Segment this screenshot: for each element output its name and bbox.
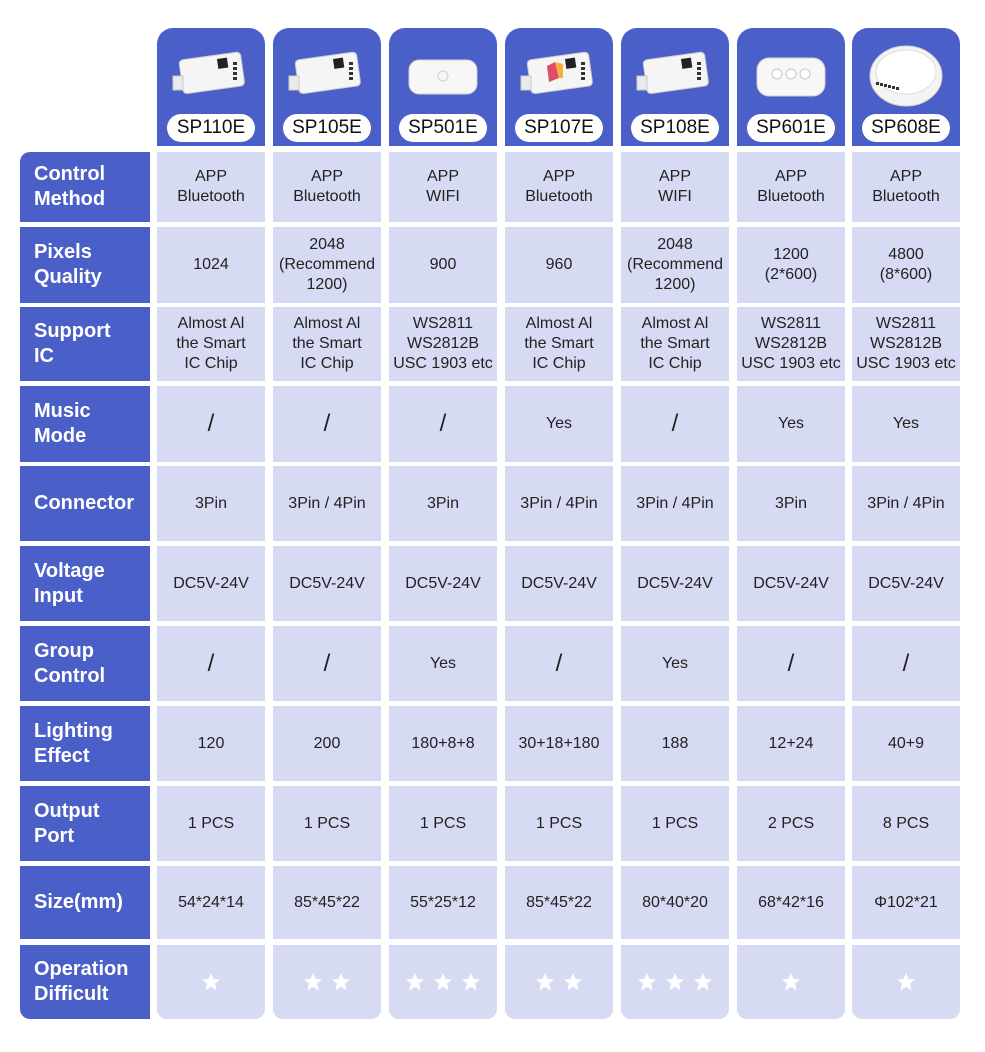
table-cell: DC5V-24V xyxy=(737,546,845,621)
product-model-label: SP501E xyxy=(399,114,487,142)
table-cell: 120 xyxy=(157,706,265,781)
star-rating xyxy=(201,972,221,992)
row-label: Music Mode xyxy=(20,386,150,462)
difficulty-rating xyxy=(852,945,960,1019)
table-cell: DC5V-24V xyxy=(389,546,497,621)
row-label: Pixels Quality xyxy=(20,227,150,303)
controller-box-small-icon xyxy=(167,38,255,110)
table-cell: 3Pin / 4Pin xyxy=(273,466,381,541)
table-cell: 85*45*22 xyxy=(505,866,613,939)
table-cell: 3Pin / 4Pin xyxy=(505,466,613,541)
difficulty-rating xyxy=(505,945,613,1019)
table-cell: 80*40*20 xyxy=(621,866,729,939)
star-rating xyxy=(637,972,713,992)
table-cell: 1200 (2*600) xyxy=(737,227,845,303)
product-header-sp108e xyxy=(621,28,729,146)
round-controller-icon xyxy=(862,38,950,110)
table-cell: 85*45*22 xyxy=(273,866,381,939)
difficulty-rating xyxy=(273,945,381,1019)
table-cell: APP WIFI xyxy=(389,152,497,222)
row-label: Operation Difficult xyxy=(20,945,150,1019)
row-label: Support IC xyxy=(20,307,150,381)
table-cell: / xyxy=(273,626,381,701)
table-cell: APP Bluetooth xyxy=(737,152,845,222)
table-cell: 40+9 xyxy=(852,706,960,781)
table-cell: APP Bluetooth xyxy=(273,152,381,222)
row-label: Group Control xyxy=(20,626,150,701)
table-cell: Almost Al the Smart IC Chip xyxy=(505,307,613,381)
table-cell: / xyxy=(852,626,960,701)
table-cell: WS2811 WS2812B USC 1903 etc xyxy=(852,307,960,381)
difficulty-rating xyxy=(737,945,845,1019)
table-cell: Yes xyxy=(621,626,729,701)
row-label: Lighting Effect xyxy=(20,706,150,781)
table-cell: 4800 (8*600) xyxy=(852,227,960,303)
table-cell: Almost Al the Smart IC Chip xyxy=(157,307,265,381)
star-icon xyxy=(896,972,916,992)
table-cell: 12+24 xyxy=(737,706,845,781)
star-icon xyxy=(535,972,555,992)
table-cell: 188 xyxy=(621,706,729,781)
product-model-label: SP108E xyxy=(631,114,719,142)
table-cell: Almost Al the Smart IC Chip xyxy=(273,307,381,381)
table-cell: 3Pin / 4Pin xyxy=(852,466,960,541)
star-icon xyxy=(331,972,351,992)
star-icon xyxy=(693,972,713,992)
table-cell: 8 PCS xyxy=(852,786,960,861)
star-icon xyxy=(405,972,425,992)
star-rating xyxy=(781,972,801,992)
star-icon xyxy=(433,972,453,992)
table-cell: APP Bluetooth xyxy=(505,152,613,222)
table-cell: 55*25*12 xyxy=(389,866,497,939)
table-cell: 180+8+8 xyxy=(389,706,497,781)
table-cell: WS2811 WS2812B USC 1903 etc xyxy=(389,307,497,381)
table-cell: 2 PCS xyxy=(737,786,845,861)
table-cell: Almost Al the Smart IC Chip xyxy=(621,307,729,381)
difficulty-rating xyxy=(621,945,729,1019)
table-cell: 3Pin xyxy=(389,466,497,541)
product-header-sp501e xyxy=(389,28,497,146)
star-icon xyxy=(303,972,323,992)
row-label: Voltage Input xyxy=(20,546,150,621)
star-icon xyxy=(637,972,657,992)
table-cell: Φ102*21 xyxy=(852,866,960,939)
table-cell: DC5V-24V xyxy=(157,546,265,621)
product-header-sp107e xyxy=(505,28,613,146)
table-cell: / xyxy=(621,386,729,462)
table-cell: 54*24*14 xyxy=(157,866,265,939)
star-icon xyxy=(461,972,481,992)
table-cell: 3Pin xyxy=(737,466,845,541)
star-rating xyxy=(896,972,916,992)
table-cell: 960 xyxy=(505,227,613,303)
table-cell: Yes xyxy=(505,386,613,462)
table-cell: APP Bluetooth xyxy=(157,152,265,222)
product-header-sp110e xyxy=(157,28,265,146)
table-cell: 1 PCS xyxy=(273,786,381,861)
table-cell: Yes xyxy=(389,626,497,701)
star-rating xyxy=(405,972,481,992)
table-cell: WS2811 WS2812B USC 1903 etc xyxy=(737,307,845,381)
table-cell: 30+18+180 xyxy=(505,706,613,781)
row-label: Size(mm) xyxy=(20,866,150,939)
product-model-label: SP105E xyxy=(283,114,371,142)
star-icon xyxy=(563,972,583,992)
table-cell: Yes xyxy=(852,386,960,462)
controller-box-icon xyxy=(283,38,371,110)
table-cell: APP Bluetooth xyxy=(852,152,960,222)
product-header-sp608e xyxy=(852,28,960,146)
table-cell: 1 PCS xyxy=(157,786,265,861)
controller-box-qr-icon xyxy=(631,38,719,110)
table-cell: 200 xyxy=(273,706,381,781)
table-cell: / xyxy=(157,386,265,462)
difficulty-rating xyxy=(389,945,497,1019)
star-rating xyxy=(535,972,583,992)
table-cell: / xyxy=(737,626,845,701)
product-header-sp601e xyxy=(737,28,845,146)
star-icon xyxy=(781,972,801,992)
row-label: Connector xyxy=(20,466,150,541)
table-cell: DC5V-24V xyxy=(852,546,960,621)
product-header-sp105e xyxy=(273,28,381,146)
star-icon xyxy=(665,972,685,992)
product-model-label: SP601E xyxy=(747,114,835,142)
product-model-label: SP110E xyxy=(167,114,255,142)
table-cell: / xyxy=(157,626,265,701)
product-model-label: SP608E xyxy=(862,114,950,142)
table-cell: 3Pin xyxy=(157,466,265,541)
table-cell: DC5V-24V xyxy=(505,546,613,621)
white-box-button-icon xyxy=(399,38,487,110)
difficulty-rating xyxy=(157,945,265,1019)
three-button-box-icon xyxy=(747,38,835,110)
table-cell: DC5V-24V xyxy=(273,546,381,621)
table-cell: / xyxy=(273,386,381,462)
table-cell: 1 PCS xyxy=(389,786,497,861)
table-cell: Yes xyxy=(737,386,845,462)
table-cell: / xyxy=(389,386,497,462)
table-cell: 2048 (Recommend 1200) xyxy=(621,227,729,303)
table-cell: 1 PCS xyxy=(505,786,613,861)
controller-box-color-icon xyxy=(515,38,603,110)
table-cell: 900 xyxy=(389,227,497,303)
table-cell: APP WIFI xyxy=(621,152,729,222)
table-cell: / xyxy=(505,626,613,701)
table-cell: 1 PCS xyxy=(621,786,729,861)
table-cell: 68*42*16 xyxy=(737,866,845,939)
star-rating xyxy=(303,972,351,992)
table-cell: 3Pin / 4Pin xyxy=(621,466,729,541)
table-cell: 1024 xyxy=(157,227,265,303)
table-cell: 2048 (Recommend 1200) xyxy=(273,227,381,303)
table-cell: DC5V-24V xyxy=(621,546,729,621)
product-model-label: SP107E xyxy=(515,114,603,142)
star-icon xyxy=(201,972,221,992)
row-label: Output Port xyxy=(20,786,150,861)
row-label: Control Method xyxy=(20,152,150,222)
